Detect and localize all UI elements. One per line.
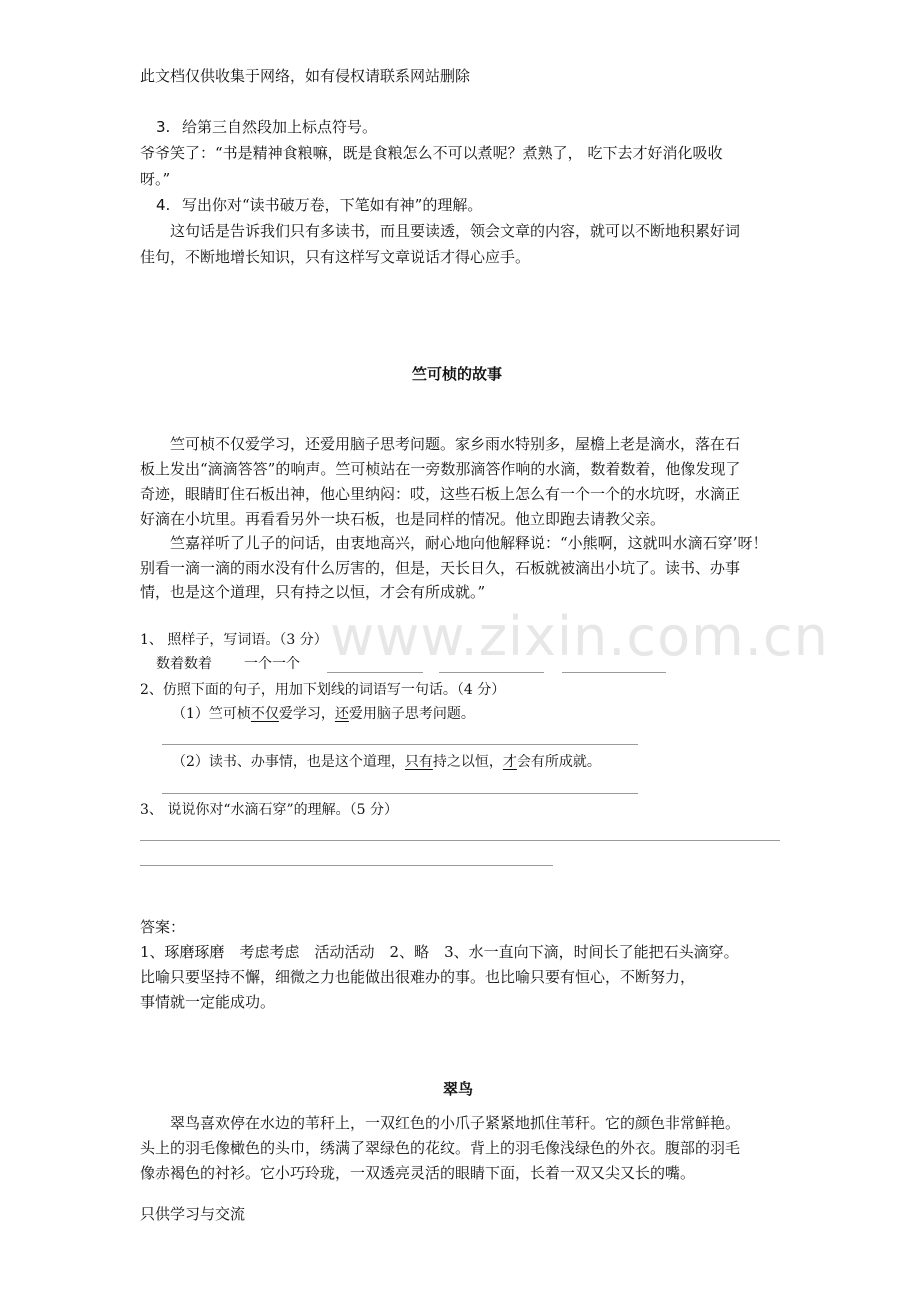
underlined-word: 还 [334, 706, 349, 722]
answer-blank-line[interactable] [162, 744, 638, 745]
sentence-text: 爱学习， [278, 706, 335, 722]
underlined-word: 只有 [404, 754, 433, 770]
header-disclaimer: 此文档仅供收集于网络，如有侵权请联系网站删除 [140, 67, 471, 85]
story-title: 翠鸟 [443, 1080, 474, 1098]
exercise-1-example-b: 一个一个 [244, 656, 300, 672]
exercise-1-prompt: 1、 照样子，写词语。（3 分） [140, 632, 328, 648]
answer-blank-line[interactable] [140, 840, 780, 841]
watermark: www.zixin.com.cn [330, 605, 829, 668]
exercise-1-example-a: 数着数着 [156, 656, 212, 672]
sentence-text: 会有所成就。 [516, 754, 601, 770]
story-paragraph-line: 情，也是这个道理，只有持之以恒，才会有所成就。” [140, 583, 486, 601]
underlined-word: 才 [502, 754, 517, 770]
sentence-text: （1）竺可桢 [172, 706, 251, 722]
exercise-2-sentence-1 [172, 707, 475, 721]
sentence-text: 爱用脑子思考问题。 [348, 706, 475, 722]
answer-blank-line[interactable] [140, 865, 553, 866]
exercise-3-prompt: 3、 说说你对“水滴石穿”的理解。（5 分） [140, 802, 399, 818]
story-paragraph-line: 别看一滴一滴的雨水没有什么厉害的，但是，天长日久，石板就被滴出小坑了。读书、办事 [140, 559, 741, 577]
q4-text: 写出你对“读书破万卷，下笔如有神”的理解。 [182, 196, 483, 214]
answers-line: 事情就一定能成功。 [140, 993, 276, 1011]
exercise-2-sentence-2 [172, 755, 601, 769]
answer-blank-line[interactable] [562, 672, 666, 673]
q4-answer-line-1: 这句话是告诉我们只有多读书，而且要读透，领会文章的内容，就可以不断地积累好词 [170, 222, 741, 240]
q3-number: 3. [156, 118, 171, 136]
story-paragraph-line: 好滴在小坑里。再看看另外一块石板，也是同样的情况。他立即跑去请教父亲。 [140, 510, 666, 528]
q3-answer-line-2: 呀。” [140, 170, 171, 188]
answer-blank-line[interactable] [162, 793, 638, 794]
story-paragraph-line: 翠鸟喜欢停在水边的苇秆上，一双红色的小爪子紧紧地抓住苇秆。它的颜色非常鲜艳。 [170, 1114, 741, 1132]
underlined-word: 不仅 [250, 706, 279, 722]
story-title: 竺可桢的故事 [412, 365, 503, 383]
answer-blank-line[interactable] [327, 672, 423, 673]
sentence-text: 持之以恒， [432, 754, 503, 770]
story-paragraph-line: 奇迹，眼睛盯住石板出神，他心里纳闷：哎，这些石板上怎么有一个一个的水坑呀，水滴正 [140, 485, 741, 503]
story-paragraph-line: 竺嘉祥听了儿子的问话，由衷地高兴，耐心地向他解释说：“小熊啊，这就叫水滴石穿’呀！ [170, 534, 768, 552]
q3-text: 给第三自然段加上标点符号。 [182, 118, 378, 136]
q4-answer-line-2: 佳句，不断地增长知识，只有这样写文章说话才得心应手。 [140, 248, 531, 266]
answers-line: 比喻只要坚持不懈，细微之力也能做出很难办的事。也比喻只要有恒心，不断努力， [140, 968, 696, 986]
story-paragraph-line: 像赤褐色的衬衫。它小巧玲珑，一双透亮灵活的眼睛下面，长着一双又尖又长的嘴。 [140, 1164, 696, 1182]
story-paragraph-line: 板上发出“滴滴答答”的响声。竺可桢站在一旁数那滴答作响的水滴，数着数着，他像发现了 [140, 460, 741, 478]
exercise-2-prompt: 2、仿照下面的句子，用加下划线的词语写一句话。（4 分） [140, 682, 506, 698]
q3-answer-line-1: 爷爷笑了：“书是精神食粮嘛，既是食粮怎么不可以煮呢？煮熟了， 吃下去才好消化吸收 [140, 144, 723, 162]
answer-blank-line[interactable] [439, 672, 544, 673]
footer-note: 只供学习与交流 [140, 1205, 246, 1223]
sentence-text: （2）读书、办事情，也是这个道理， [172, 754, 405, 770]
answers-line: 1、琢磨琢磨 考虑考虑 活动活动 2、略 3、水一直向下滴，时间长了能把石头滴穿。 [140, 943, 739, 961]
story-paragraph-line: 头上的羽毛像橄色的头巾，绣满了翠绿色的花纹。背上的羽毛像浅绿色的外衣。腹部的羽毛 [140, 1139, 741, 1157]
q4-number: 4. [156, 196, 171, 214]
story-paragraph-line: 竺可桢不仅爱学习，还爱用脑子思考问题。家乡雨水特别多，屋檐上老是滴水，落在石 [170, 435, 741, 453]
answers-label: 答案： [140, 918, 186, 936]
